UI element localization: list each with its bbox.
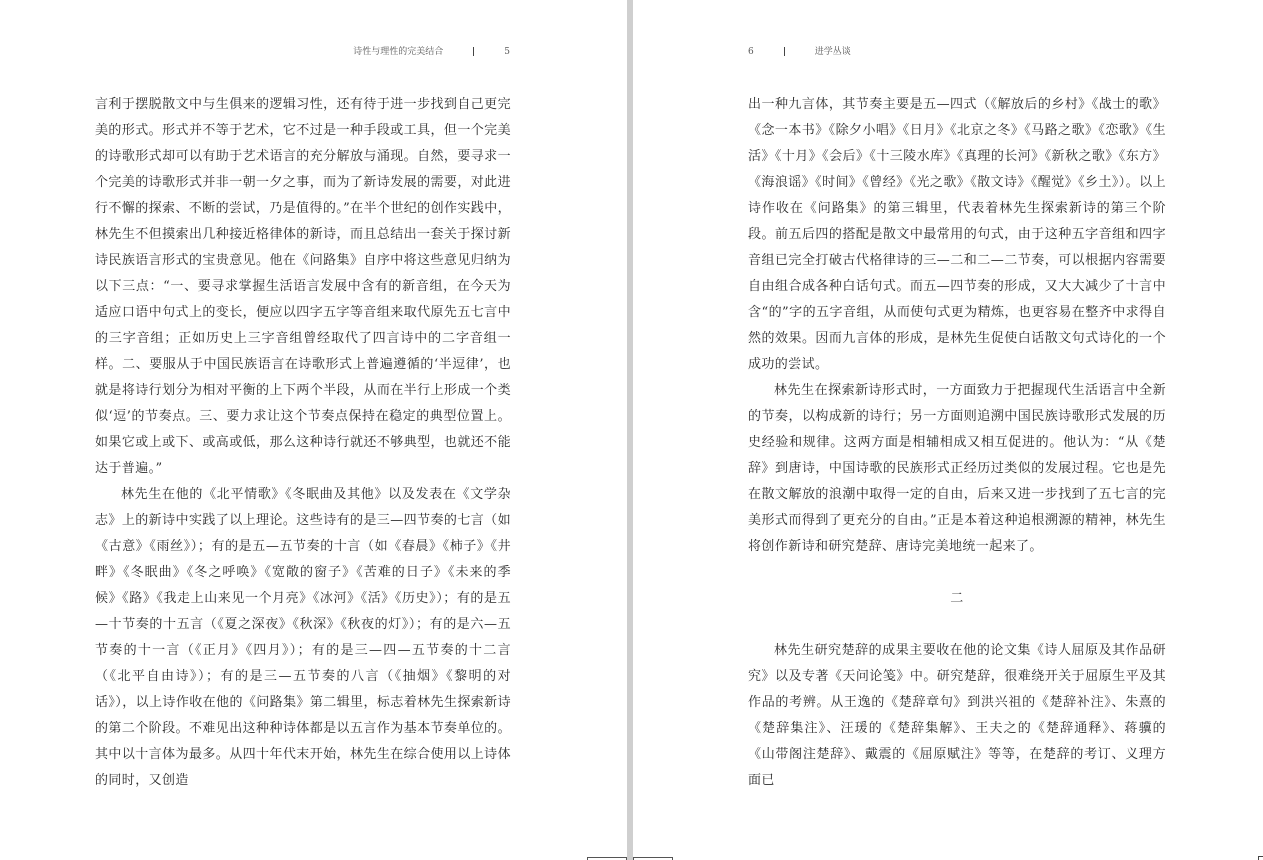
right-page-body bbox=[748, 92, 1166, 794]
header-separator bbox=[784, 47, 785, 56]
right-running-header bbox=[748, 44, 851, 60]
right-paragraph-1: 出一种九言体，其节奏主要是五—四式（《解放后的乡村》《战士的歌》《念一本书》《除夕小唱》《日月》《北京之冬》《马路之歌》《恋歌》《生活》《十月》《会后》《十三陵水库》《真理的长河》《新秋之歌》《东方》《海浪谣》《时间》《曾经》《光之歌》《散文诗》《醒觉》《乡土》）。以上诗作收在《问路集》的第三辑里，代表着林先生探索新诗的第三个阶段。前五后四的搭配是散文中最常用的句式，由于这种五字音组和四字音组已完全打破古代格律诗的三—二和二—二节奏，可以根据内容需要自由组合成各种白话句式。而五—四节奏的形成，又大大减少了十言中含“的”字的五字音组，从而使句式更为精炼，也更容易在整齐中求得自然的效果。因而九言体的形成，是林先生促使白话散文句式诗化的一个成功的尝试。 bbox=[748, 97, 1166, 372]
left-page-number: 5 bbox=[504, 47, 510, 57]
left-header-title: 诗性与理性的完美结合 bbox=[353, 47, 444, 57]
right-page-number: 6 bbox=[748, 47, 754, 57]
left-page bbox=[0, 0, 627, 860]
left-paragraph-2: 林先生在他的《北平情歌》《冬眠曲及其他》以及发表在《文学杂志》上的新诗中实践了以上理论。这些诗有的是三—四节奏的七言（如《古意》《雨丝》）；有的是五—五节奏的十言（如《春晨》《柿子》《井畔》《冬眠曲》《冬之呼唤》《宽敞的窗子》《苦难的日子》《未来的季候》《路》《我走上山来见一个月亮》《冰河》《活》《历史》）；有的是五—十节奏的十五言（《夏之深夜》《秋深》《秋夜的灯》）；有的是六—五节奏的十一言（《正月》《四月》）；有的是三—四—五节奏的十二言（《北平自由诗》）；有的是三—五节奏的八言（《抽烟》《黎明的对话》），以上诗作收在他的《问路集》第二辑里，标志着林先生探索新诗的第二个阶段。不难见出这种种诗体都是以五言作为基本节奏单位的。其中以十言体为最多。从四十年代末开始，林先生在综合使用以上诗体的同时，又创造 bbox=[95, 487, 511, 788]
right-page bbox=[633, 0, 1263, 860]
left-page-body bbox=[95, 92, 511, 794]
right-paragraph-2: 林先生在探索新诗形式时，一方面致力于把握现代生活语言中全新的节奏，以构成新的诗行；另一方面则追溯中国民族诗歌形式发展的历史经验和规律。这两方面是相辅相成又相互促进的。他认为：“从《楚辞》到唐诗，中国诗歌的民族形式正经历过类似的发展过程。它也是先在散文解放的浪潮中取得一定的自由，后来又进一步找到了五七言的完美形式而得到了更充分的自由。”正是本着这种追根溯源的精神，林先生将创作新诗和研究楚辞、唐诗完美地统一起来了。 bbox=[748, 383, 1166, 554]
header-separator bbox=[473, 47, 474, 56]
right-header-title: 进学丛谈 bbox=[814, 47, 851, 57]
page-corner-mark bbox=[1258, 856, 1263, 860]
right-paragraph-3: 林先生研究楚辞的成果主要收在他的论文集《诗人屈原及其作品研究》以及专著《天问论笺》中。研究楚辞，很难绕开关于屈原生平及其作品的考辨。从王逸的《楚辞章句》到洪兴祖的《楚辞补注》、朱熹的《楚辞集注》、汪瑗的《楚辞集解》、王夫之的《楚辞通释》、蒋骥的《山带阁注楚辞》、戴震的《屈原赋注》等等，在楚辞的考订、义理方面已 bbox=[748, 643, 1166, 788]
left-running-header bbox=[353, 44, 510, 60]
section-number: 二 bbox=[950, 591, 964, 606]
left-paragraph-1: 言利于摆脱散文中与生俱来的逻辑习性，还有待于进一步找到自己更完美的形式。形式并不等于艺术，它不过是一种手段或工具，但一个完美的诗歌形式却可以有助于艺术语言的充分解放与涌现。自然，要寻求一个完美的诗歌形式并非一朝一夕之事，而为了新诗发展的需要，对此进行不懈的探索、不断的尝试，乃是值得的。”在半个世纪的创作实践中，林先生不但摸索出几种接近格律体的新诗，而且总结出一套关于探讨新诗民族语言形式的宝贵意见。他在《问路集》自序中将这些意见归纳为以下三点：“一、要寻求掌握生活语言发展中含有的新音组，在今天为适应口语中句式上的变长，便应以四字五字等音组来取代原先五七言中的三字音组；正如历史上三字音组曾经取代了四言诗中的二字音组一样。二、要服从于中国民族语言在诗歌形式上普遍遵循的‘半逗律’，也就是将诗行划分为相对平衡的上下两个半段，从而在半行上形成一个类似‘逗’的节奏点。三、要力求让这个节奏点保持在稳定的典型位置上。如果它或上或下、或高或低，那么这种诗行就还不够典型，也就还不能达于普遍。” bbox=[95, 97, 511, 476]
